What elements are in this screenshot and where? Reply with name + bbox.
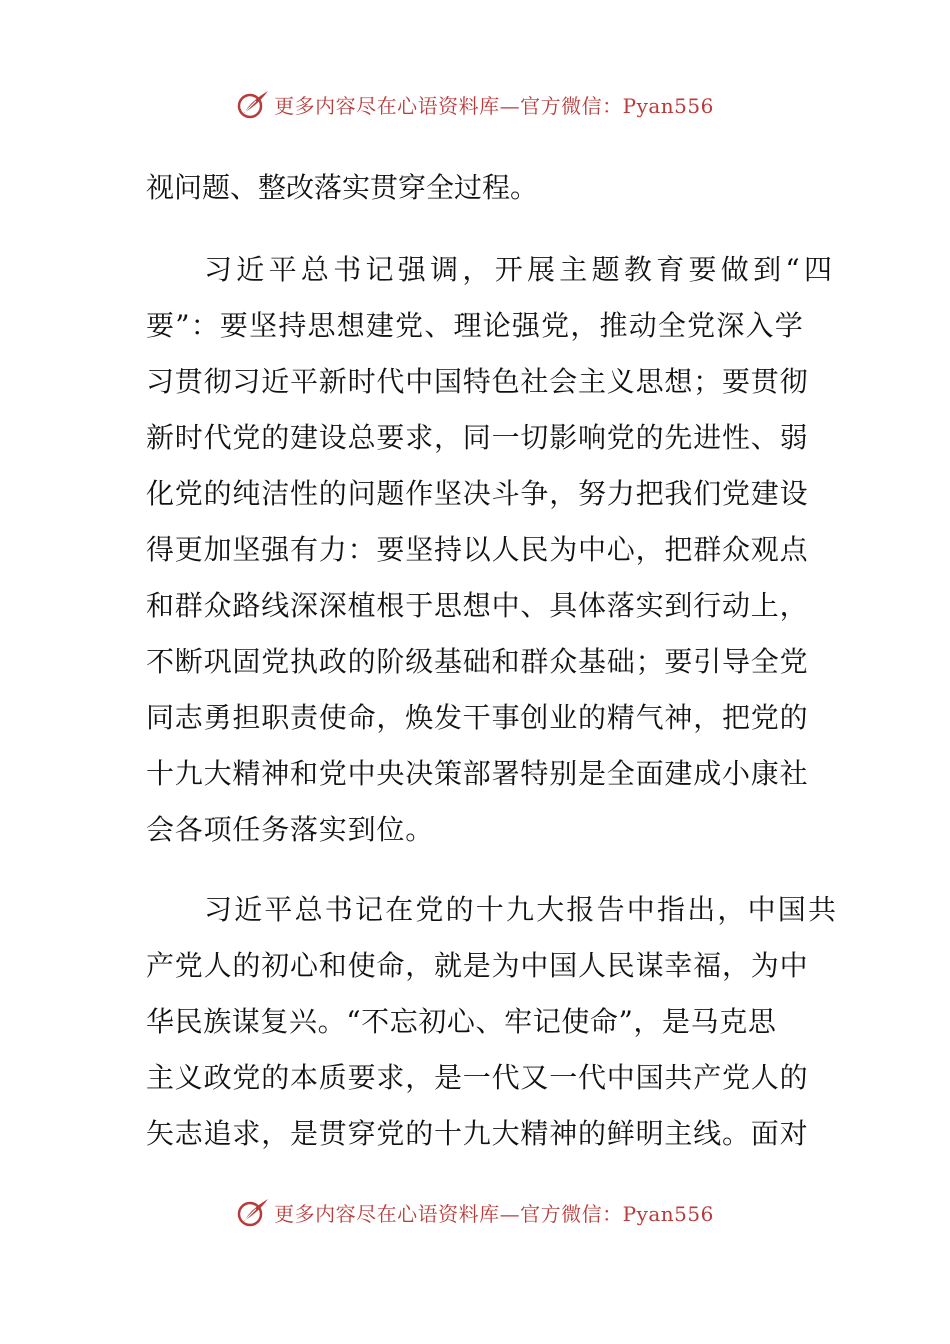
text-line: 化党的纯洁性的问题作坚决斗争，努力把我们党建设	[146, 477, 809, 510]
footer-watermark-banner	[0, 1192, 950, 1232]
text-line: 习近平总书记在党的十九大报告中指出，中国共	[204, 893, 839, 926]
quill-logo-icon	[236, 87, 270, 121]
text-line: 不断巩固党执政的阶级基础和群众基础；要引导全党	[146, 645, 809, 678]
text-line: 视问题、整改落实贯穿全过程。	[146, 171, 539, 204]
text-line: 主义政党的本质要求，是一代又一代中国共产党人的	[146, 1061, 809, 1094]
text-line: 习贯彻习近平新时代中国特色社会主义思想；要贯彻	[146, 365, 809, 398]
text-line: 要”：要坚持思想建党、理论强党，推动全党深入学	[146, 309, 804, 342]
text-line: 华民族谋复兴。“不忘初心、牢记使命”，是马克思	[146, 1005, 777, 1038]
text-line: 和群众路线深深植根于思想中、具体落实到行动上，	[146, 589, 809, 622]
header-watermark-text: 更多内容尽在心语资料库—官方微信：Pyan556	[274, 93, 714, 118]
text-line: 习近平总书记强调，开展主题教育要做到“四	[204, 253, 837, 286]
text-line: 会各项任务落实到位。	[146, 813, 435, 846]
quill-logo-icon	[236, 1195, 270, 1229]
header-watermark-banner	[0, 84, 950, 124]
text-line: 产党人的初心和使命，就是为中国人民谋幸福，为中	[146, 949, 809, 982]
text-line: 十九大精神和党中央决策部署特别是全面建成小康社	[146, 757, 809, 790]
text-line: 新时代党的建设总要求，同一切影响党的先进性、弱	[146, 421, 809, 454]
text-line: 同志勇担职责使命，焕发干事创业的精气神，把党的	[146, 701, 809, 734]
text-line: 矢志追求，是贯穿党的十九大精神的鲜明主线。面对	[146, 1117, 809, 1150]
text-line: 得更加坚强有力：要坚持以人民为中心，把群众观点	[146, 533, 809, 566]
footer-watermark-text: 更多内容尽在心语资料库—官方微信：Pyan556	[274, 1201, 714, 1226]
